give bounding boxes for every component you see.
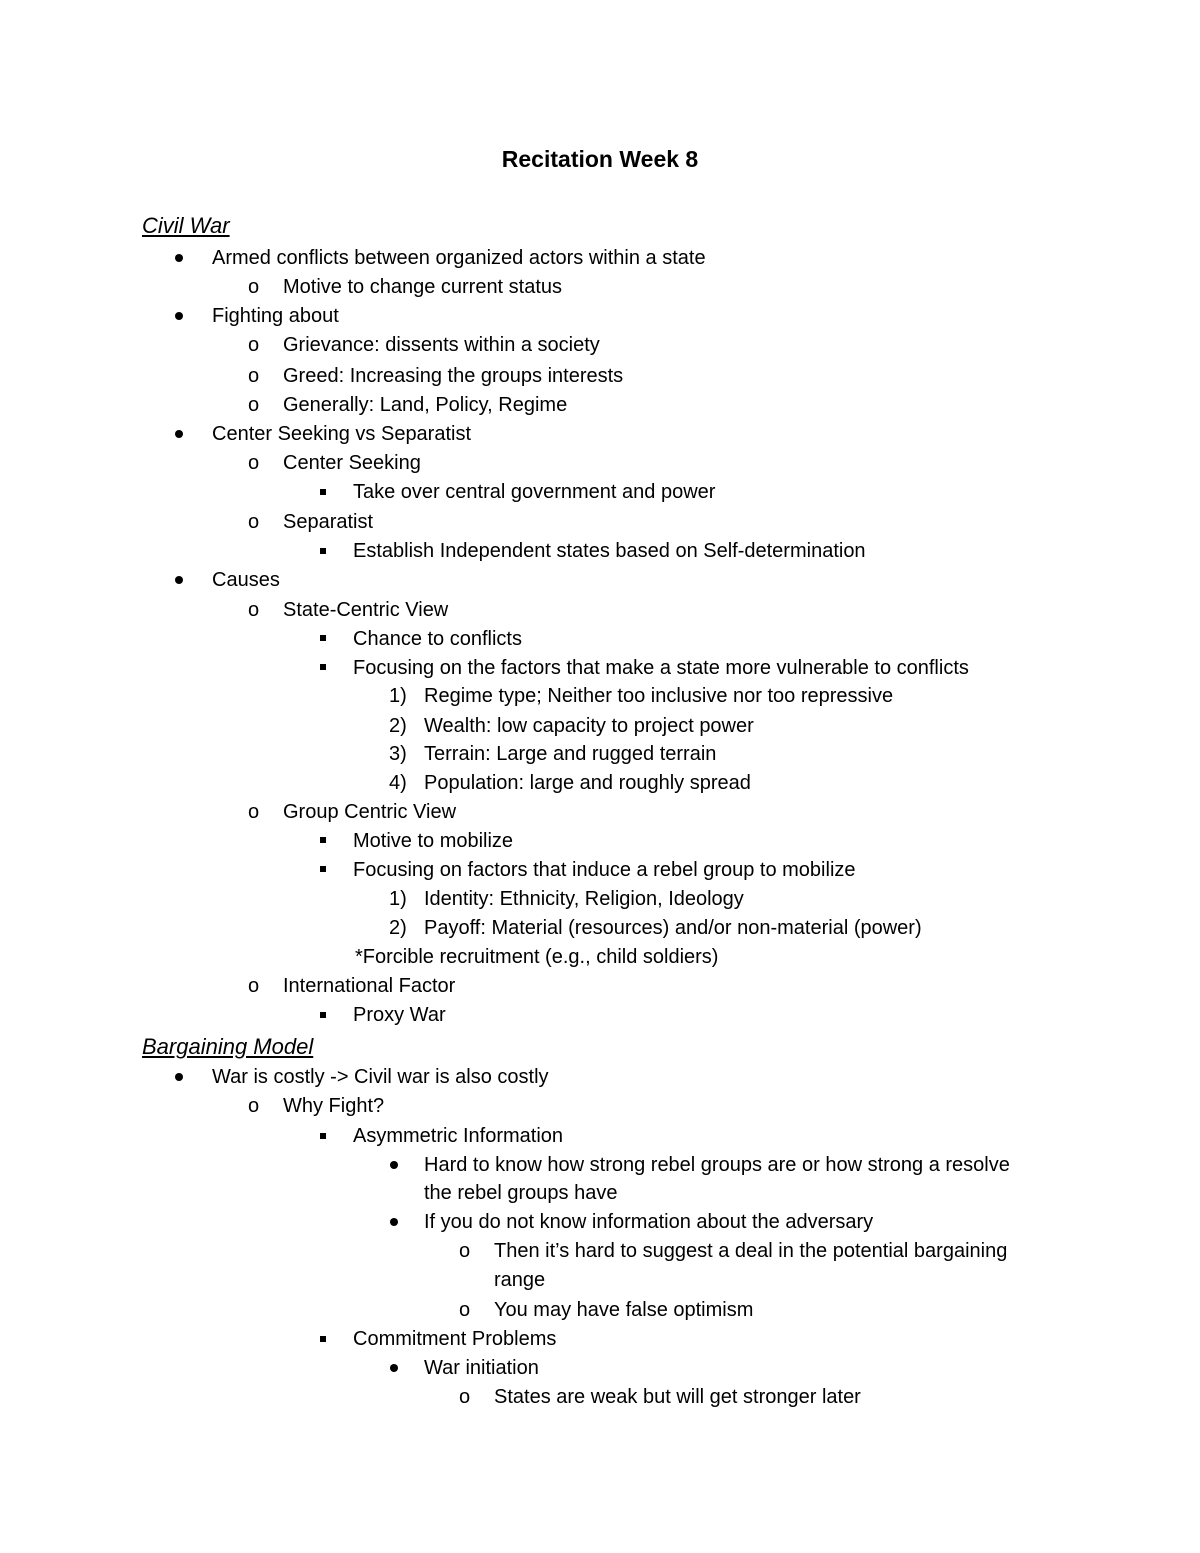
list-number: 3) <box>389 743 407 765</box>
list-item: You may have false optimism <box>494 1299 754 1321</box>
list-item: Population: large and roughly spread <box>424 772 751 794</box>
square-bullet-icon <box>320 548 326 554</box>
circle-bullet-icon: o <box>248 394 260 416</box>
list-item: Hard to know how strong rebel groups are or how strong a resolve <box>424 1154 1010 1176</box>
bullet-icon <box>390 1161 398 1169</box>
list-number: 4) <box>389 772 407 794</box>
list-item: Focusing on factors that induce a rebel group to mobilize <box>353 859 856 881</box>
list-number: 2) <box>389 715 407 737</box>
list-item: Causes <box>212 569 280 591</box>
square-bullet-icon <box>320 1133 326 1139</box>
list-item: State-Centric View <box>283 599 449 621</box>
list-item: Center Seeking vs Separatist <box>212 423 472 445</box>
circle-bullet-icon: o <box>459 1240 471 1262</box>
list-item: Identity: Ethnicity, Religion, Ideology <box>424 888 744 910</box>
bullet-icon <box>175 576 183 584</box>
circle-bullet-icon: o <box>248 599 260 621</box>
list-item: Fighting about <box>212 305 339 327</box>
list-item-continuation: range <box>494 1269 546 1291</box>
list-item: Payoff: Material (resources) and/or non-material (power) <box>424 917 922 939</box>
list-item: Separatist <box>283 511 374 533</box>
square-bullet-icon <box>320 1336 326 1342</box>
list-item: States are weak but will get stronger later <box>494 1386 861 1408</box>
circle-bullet-icon: o <box>248 334 260 356</box>
list-item: Regime type; Neither too inclusive nor too repressive <box>424 685 894 707</box>
list-item: Commitment Problems <box>353 1328 557 1350</box>
circle-bullet-icon: o <box>459 1299 471 1321</box>
page-title: Recitation Week 8 <box>501 146 699 172</box>
list-item: Establish Independent states based on Self-determination <box>353 540 866 562</box>
square-bullet-icon <box>320 635 326 641</box>
list-item: If you do not know information about the adversary <box>424 1211 874 1233</box>
circle-bullet-icon: o <box>248 1095 260 1117</box>
list-item: Motive to mobilize <box>353 830 514 852</box>
list-item-continuation: the rebel groups have <box>424 1182 618 1204</box>
circle-bullet-icon: o <box>248 365 260 387</box>
list-item: Terrain: Large and rugged terrain <box>424 743 717 765</box>
list-item: Wealth: low capacity to project power <box>424 715 754 737</box>
section-heading-bargaining-model: Bargaining Model <box>142 1034 314 1059</box>
section-heading-civil-war: Civil War <box>142 213 230 238</box>
list-item: Chance to conflicts <box>353 628 522 650</box>
list-item: Take over central government and power <box>353 481 716 503</box>
list-number: 1) <box>389 685 407 707</box>
list-item: War initiation <box>424 1357 539 1379</box>
list-item: Center Seeking <box>283 452 421 474</box>
list-item: Proxy War <box>353 1004 446 1026</box>
list-item: War is costly -> Civil war is also costly <box>212 1066 549 1088</box>
bullet-icon <box>390 1218 398 1226</box>
list-item: Asymmetric Information <box>353 1125 564 1147</box>
list-number: 1) <box>389 888 407 910</box>
list-note: *Forcible recruitment (e.g., child soldiers) <box>355 946 719 968</box>
bullet-icon <box>175 430 183 438</box>
list-item: Greed: Increasing the groups interests <box>283 365 624 387</box>
list-item: Focusing on the factors that make a state more vulnerable to conflicts <box>353 657 969 679</box>
list-item: Grievance: dissents within a society <box>283 334 600 356</box>
list-item: International Factor <box>283 975 456 997</box>
circle-bullet-icon: o <box>248 276 260 298</box>
circle-bullet-icon: o <box>248 975 260 997</box>
list-item: Generally: Land, Policy, Regime <box>283 394 568 416</box>
list-item: Then it’s hard to suggest a deal in the potential bargaining <box>494 1240 1008 1262</box>
bullet-icon <box>390 1364 398 1372</box>
list-item: Armed conflicts between organized actors within a state <box>212 247 706 269</box>
bullet-icon <box>175 312 183 320</box>
square-bullet-icon <box>320 664 326 670</box>
list-number: 2) <box>389 917 407 939</box>
square-bullet-icon <box>320 1012 326 1018</box>
bullet-icon <box>175 1073 183 1081</box>
circle-bullet-icon: o <box>459 1386 471 1408</box>
circle-bullet-icon: o <box>248 511 260 533</box>
list-item: Why Fight? <box>283 1095 385 1117</box>
list-item: Group Centric View <box>283 801 457 823</box>
circle-bullet-icon: o <box>248 452 260 474</box>
circle-bullet-icon: o <box>248 801 260 823</box>
list-item: Motive to change current status <box>283 276 563 298</box>
square-bullet-icon <box>320 489 326 495</box>
bullet-icon <box>175 254 183 262</box>
square-bullet-icon <box>320 866 326 872</box>
square-bullet-icon <box>320 837 326 843</box>
